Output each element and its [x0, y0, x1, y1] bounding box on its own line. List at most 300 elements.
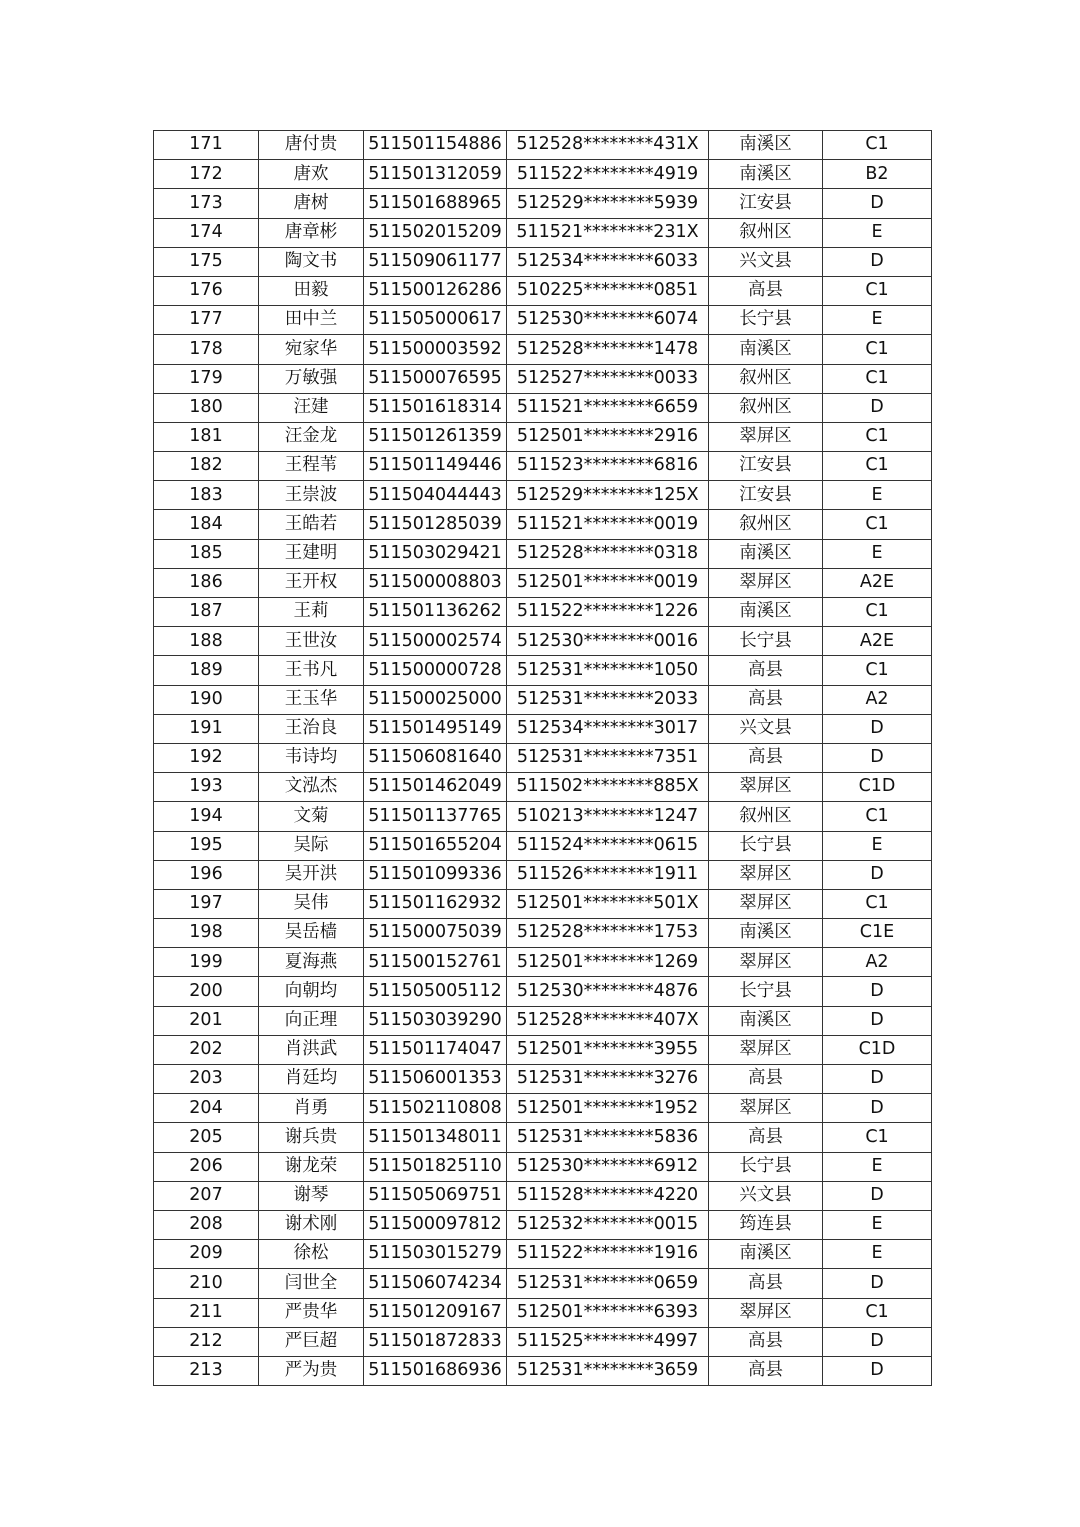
license-class-cell: D: [823, 393, 932, 422]
name-cell: 唐树: [259, 189, 364, 218]
name-cell: 田中兰: [259, 306, 364, 335]
row-number-cell: 200: [154, 977, 259, 1006]
license-class-cell: E: [823, 1152, 932, 1181]
id-number-cell: 511524********0615: [507, 831, 709, 860]
id-number-cell: 512531********5836: [507, 1123, 709, 1152]
table-row: [154, 160, 932, 189]
certificate-number-cell: 511503015279: [364, 1240, 507, 1269]
district-cell: 兴文县: [709, 714, 823, 743]
name-cell: 吴岳樯: [259, 919, 364, 948]
row-number-cell: 210: [154, 1269, 259, 1298]
id-number-cell: 512528********407X: [507, 1006, 709, 1035]
table-row: [154, 1298, 932, 1327]
table-row: [154, 802, 932, 831]
table-row: [154, 218, 932, 247]
row-number-cell: 180: [154, 393, 259, 422]
id-number-cell: 512501********0019: [507, 568, 709, 597]
table-row: [154, 714, 932, 743]
row-number-cell: 208: [154, 1210, 259, 1239]
certificate-number-cell: 511501618314: [364, 393, 507, 422]
table-row: [154, 306, 932, 335]
name-cell: 陶文书: [259, 247, 364, 276]
district-cell: 叙州区: [709, 802, 823, 831]
row-number-cell: 179: [154, 364, 259, 393]
name-cell: 吴伟: [259, 889, 364, 918]
license-class-cell: D: [823, 1065, 932, 1094]
table-row: [154, 276, 932, 305]
license-class-cell: E: [823, 1210, 932, 1239]
district-cell: 南溪区: [709, 131, 823, 160]
table-row: [154, 131, 932, 160]
district-cell: 翠屏区: [709, 1094, 823, 1123]
name-cell: 王开权: [259, 568, 364, 597]
table-row: [154, 1210, 932, 1239]
table-row: [154, 1269, 932, 1298]
district-cell: 筠连县: [709, 1210, 823, 1239]
name-cell: 吴际: [259, 831, 364, 860]
certificate-number-cell: 511500000728: [364, 656, 507, 685]
certificate-number-cell: 511500075039: [364, 919, 507, 948]
table-row: [154, 1006, 932, 1035]
license-class-cell: C1: [823, 510, 932, 539]
table-row: [154, 189, 932, 218]
row-number-cell: 198: [154, 919, 259, 948]
id-number-cell: 511522********1916: [507, 1240, 709, 1269]
id-number-cell: 512532********0015: [507, 1210, 709, 1239]
row-number-cell: 195: [154, 831, 259, 860]
district-cell: 翠屏区: [709, 860, 823, 889]
name-cell: 文菊: [259, 802, 364, 831]
table-row: [154, 1152, 932, 1181]
certificate-number-cell: 511502015209: [364, 218, 507, 247]
table-row: [154, 364, 932, 393]
id-number-cell: 510225********0851: [507, 276, 709, 305]
license-class-cell: C1: [823, 364, 932, 393]
row-number-cell: 182: [154, 452, 259, 481]
license-class-cell: D: [823, 189, 932, 218]
table-row: [154, 539, 932, 568]
district-cell: 长宁县: [709, 627, 823, 656]
name-cell: 韦诗均: [259, 743, 364, 772]
certificate-number-cell: 511500152761: [364, 948, 507, 977]
district-cell: 翠屏区: [709, 948, 823, 977]
certificate-number-cell: 511501655204: [364, 831, 507, 860]
district-cell: 高县: [709, 1065, 823, 1094]
id-number-cell: 512530********0016: [507, 627, 709, 656]
license-class-cell: D: [823, 1181, 932, 1210]
name-cell: 王程苇: [259, 452, 364, 481]
name-cell: 谢琴: [259, 1181, 364, 1210]
name-cell: 汪建: [259, 393, 364, 422]
row-number-cell: 203: [154, 1065, 259, 1094]
name-cell: 文泓杰: [259, 773, 364, 802]
district-cell: 翠屏区: [709, 1298, 823, 1327]
license-class-cell: E: [823, 1240, 932, 1269]
license-class-cell: E: [823, 306, 932, 335]
id-number-cell: 512534********3017: [507, 714, 709, 743]
license-class-cell: D: [823, 977, 932, 1006]
certificate-number-cell: 511501149446: [364, 452, 507, 481]
name-cell: 宛家华: [259, 335, 364, 364]
table-row: [154, 510, 932, 539]
name-cell: 王崇波: [259, 481, 364, 510]
id-number-cell: 512528********1478: [507, 335, 709, 364]
name-cell: 徐松: [259, 1240, 364, 1269]
license-class-cell: E: [823, 481, 932, 510]
district-cell: 叙州区: [709, 393, 823, 422]
roster-table-body: [154, 131, 932, 1386]
certificate-number-cell: 511501099336: [364, 860, 507, 889]
name-cell: 王书凡: [259, 656, 364, 685]
row-number-cell: 211: [154, 1298, 259, 1327]
name-cell: 王建明: [259, 539, 364, 568]
table-row: [154, 1327, 932, 1356]
row-number-cell: 174: [154, 218, 259, 247]
license-class-cell: C1: [823, 276, 932, 305]
id-number-cell: 512501********6393: [507, 1298, 709, 1327]
certificate-number-cell: 511509061177: [364, 247, 507, 276]
row-number-cell: 172: [154, 160, 259, 189]
id-number-cell: 512530********4876: [507, 977, 709, 1006]
certificate-number-cell: 511500008803: [364, 568, 507, 597]
district-cell: 高县: [709, 685, 823, 714]
certificate-number-cell: 511505069751: [364, 1181, 507, 1210]
table-row: [154, 1356, 932, 1385]
row-number-cell: 202: [154, 1035, 259, 1064]
row-number-cell: 192: [154, 743, 259, 772]
name-cell: 向朝均: [259, 977, 364, 1006]
id-number-cell: 512531********2033: [507, 685, 709, 714]
district-cell: 南溪区: [709, 598, 823, 627]
license-class-cell: C1D: [823, 1035, 932, 1064]
id-number-cell: 512529********5939: [507, 189, 709, 218]
license-class-cell: D: [823, 1094, 932, 1123]
district-cell: 南溪区: [709, 1006, 823, 1035]
certificate-number-cell: 511500126286: [364, 276, 507, 305]
table-row: [154, 452, 932, 481]
id-number-cell: 511525********4997: [507, 1327, 709, 1356]
row-number-cell: 190: [154, 685, 259, 714]
roster-table: [153, 130, 932, 1386]
district-cell: 江安县: [709, 189, 823, 218]
table-row: [154, 1065, 932, 1094]
district-cell: 高县: [709, 276, 823, 305]
row-number-cell: 194: [154, 802, 259, 831]
certificate-number-cell: 511503039290: [364, 1006, 507, 1035]
table-row: [154, 773, 932, 802]
district-cell: 江安县: [709, 452, 823, 481]
id-number-cell: 511522********1226: [507, 598, 709, 627]
id-number-cell: 512528********0318: [507, 539, 709, 568]
table-row: [154, 656, 932, 685]
table-row: [154, 1240, 932, 1269]
certificate-number-cell: 511501136262: [364, 598, 507, 627]
name-cell: 吴开洪: [259, 860, 364, 889]
district-cell: 高县: [709, 743, 823, 772]
id-number-cell: 511526********1911: [507, 860, 709, 889]
row-number-cell: 206: [154, 1152, 259, 1181]
table-row: [154, 1181, 932, 1210]
name-cell: 肖廷均: [259, 1065, 364, 1094]
row-number-cell: 188: [154, 627, 259, 656]
row-number-cell: 196: [154, 860, 259, 889]
license-class-cell: D: [823, 860, 932, 889]
id-number-cell: 512528********1753: [507, 919, 709, 948]
district-cell: 兴文县: [709, 247, 823, 276]
license-class-cell: C1: [823, 1123, 932, 1152]
row-number-cell: 176: [154, 276, 259, 305]
row-number-cell: 183: [154, 481, 259, 510]
row-number-cell: 197: [154, 889, 259, 918]
name-cell: 肖勇: [259, 1094, 364, 1123]
table-row: [154, 393, 932, 422]
id-number-cell: 512531********3276: [507, 1065, 709, 1094]
table-row: [154, 247, 932, 276]
district-cell: 南溪区: [709, 160, 823, 189]
district-cell: 长宁县: [709, 1152, 823, 1181]
name-cell: 严为贵: [259, 1356, 364, 1385]
certificate-number-cell: 511501174047: [364, 1035, 507, 1064]
certificate-number-cell: 511501261359: [364, 422, 507, 451]
district-cell: 叙州区: [709, 218, 823, 247]
license-class-cell: E: [823, 831, 932, 860]
certificate-number-cell: 511501686936: [364, 1356, 507, 1385]
license-class-cell: C1: [823, 889, 932, 918]
table-row: [154, 743, 932, 772]
certificate-number-cell: 511506001353: [364, 1065, 507, 1094]
id-number-cell: 512531********7351: [507, 743, 709, 772]
district-cell: 翠屏区: [709, 568, 823, 597]
license-class-cell: C1: [823, 656, 932, 685]
district-cell: 高县: [709, 1356, 823, 1385]
id-number-cell: 512501********3955: [507, 1035, 709, 1064]
table-row: [154, 977, 932, 1006]
license-class-cell: C1: [823, 802, 932, 831]
name-cell: 唐欢: [259, 160, 364, 189]
license-class-cell: A2: [823, 685, 932, 714]
district-cell: 长宁县: [709, 831, 823, 860]
table-row: [154, 422, 932, 451]
row-number-cell: 204: [154, 1094, 259, 1123]
row-number-cell: 187: [154, 598, 259, 627]
certificate-number-cell: 511506081640: [364, 743, 507, 772]
row-number-cell: 171: [154, 131, 259, 160]
name-cell: 闫世全: [259, 1269, 364, 1298]
row-number-cell: 199: [154, 948, 259, 977]
license-class-cell: D: [823, 247, 932, 276]
district-cell: 南溪区: [709, 919, 823, 948]
name-cell: 谢术刚: [259, 1210, 364, 1239]
id-number-cell: 511521********231X: [507, 218, 709, 247]
name-cell: 王玉华: [259, 685, 364, 714]
license-class-cell: C1D: [823, 773, 932, 802]
id-number-cell: 512501********2916: [507, 422, 709, 451]
table-row: [154, 1123, 932, 1152]
certificate-number-cell: 511501462049: [364, 773, 507, 802]
license-class-cell: C1E: [823, 919, 932, 948]
certificate-number-cell: 511501285039: [364, 510, 507, 539]
id-number-cell: 512501********501X: [507, 889, 709, 918]
district-cell: 江安县: [709, 481, 823, 510]
district-cell: 高县: [709, 1269, 823, 1298]
license-class-cell: A2E: [823, 568, 932, 597]
row-number-cell: 207: [154, 1181, 259, 1210]
row-number-cell: 178: [154, 335, 259, 364]
license-class-cell: D: [823, 1327, 932, 1356]
name-cell: 谢龙荣: [259, 1152, 364, 1181]
license-class-cell: D: [823, 1356, 932, 1385]
license-class-cell: C1: [823, 131, 932, 160]
id-number-cell: 511528********4220: [507, 1181, 709, 1210]
district-cell: 高县: [709, 1327, 823, 1356]
id-number-cell: 512530********6912: [507, 1152, 709, 1181]
id-number-cell: 512501********1952: [507, 1094, 709, 1123]
district-cell: 南溪区: [709, 1240, 823, 1269]
certificate-number-cell: 511501312059: [364, 160, 507, 189]
license-class-cell: D: [823, 743, 932, 772]
table-row: [154, 831, 932, 860]
district-cell: 翠屏区: [709, 422, 823, 451]
table-row: [154, 919, 932, 948]
district-cell: 高县: [709, 656, 823, 685]
name-cell: 王莉: [259, 598, 364, 627]
table-row: [154, 481, 932, 510]
id-number-cell: 512527********0033: [507, 364, 709, 393]
id-number-cell: 511502********885X: [507, 773, 709, 802]
row-number-cell: 201: [154, 1006, 259, 1035]
name-cell: 王治良: [259, 714, 364, 743]
certificate-number-cell: 511500076595: [364, 364, 507, 393]
license-class-cell: C1: [823, 335, 932, 364]
district-cell: 翠屏区: [709, 773, 823, 802]
id-number-cell: 511522********4919: [507, 160, 709, 189]
certificate-number-cell: 511501348011: [364, 1123, 507, 1152]
license-class-cell: C1: [823, 1298, 932, 1327]
id-number-cell: 511521********6659: [507, 393, 709, 422]
district-cell: 叙州区: [709, 364, 823, 393]
table-row: [154, 948, 932, 977]
license-class-cell: D: [823, 1006, 932, 1035]
license-class-cell: C1: [823, 422, 932, 451]
license-class-cell: C1: [823, 452, 932, 481]
row-number-cell: 184: [154, 510, 259, 539]
certificate-number-cell: 511501872833: [364, 1327, 507, 1356]
id-number-cell: 512531********1050: [507, 656, 709, 685]
district-cell: 长宁县: [709, 306, 823, 335]
district-cell: 高县: [709, 1123, 823, 1152]
district-cell: 翠屏区: [709, 1035, 823, 1064]
row-number-cell: 177: [154, 306, 259, 335]
license-class-cell: D: [823, 714, 932, 743]
district-cell: 南溪区: [709, 335, 823, 364]
table-row: [154, 889, 932, 918]
row-number-cell: 173: [154, 189, 259, 218]
license-class-cell: E: [823, 539, 932, 568]
name-cell: 谢兵贵: [259, 1123, 364, 1152]
certificate-number-cell: 511504044443: [364, 481, 507, 510]
name-cell: 王世汝: [259, 627, 364, 656]
table-row: [154, 568, 932, 597]
id-number-cell: 512534********6033: [507, 247, 709, 276]
name-cell: 万敏强: [259, 364, 364, 393]
certificate-number-cell: 511501209167: [364, 1298, 507, 1327]
row-number-cell: 189: [154, 656, 259, 685]
row-number-cell: 186: [154, 568, 259, 597]
table-row: [154, 1094, 932, 1123]
table-row: [154, 860, 932, 889]
name-cell: 夏海燕: [259, 948, 364, 977]
certificate-number-cell: 511501137765: [364, 802, 507, 831]
certificate-number-cell: 511502110808: [364, 1094, 507, 1123]
table-row: [154, 685, 932, 714]
certificate-number-cell: 511501154886: [364, 131, 507, 160]
district-cell: 长宁县: [709, 977, 823, 1006]
row-number-cell: 213: [154, 1356, 259, 1385]
name-cell: 向正理: [259, 1006, 364, 1035]
license-class-cell: B2: [823, 160, 932, 189]
license-class-cell: A2: [823, 948, 932, 977]
certificate-number-cell: 511503029421: [364, 539, 507, 568]
table-row: [154, 598, 932, 627]
certificate-number-cell: 511501825110: [364, 1152, 507, 1181]
id-number-cell: 512529********125X: [507, 481, 709, 510]
id-number-cell: 511523********6816: [507, 452, 709, 481]
row-number-cell: 185: [154, 539, 259, 568]
row-number-cell: 193: [154, 773, 259, 802]
roster-table-container: [153, 130, 927, 1386]
name-cell: 唐章彬: [259, 218, 364, 247]
certificate-number-cell: 511500002574: [364, 627, 507, 656]
license-class-cell: D: [823, 1269, 932, 1298]
name-cell: 田毅: [259, 276, 364, 305]
row-number-cell: 175: [154, 247, 259, 276]
name-cell: 王皓若: [259, 510, 364, 539]
name-cell: 唐付贵: [259, 131, 364, 160]
license-class-cell: A2E: [823, 627, 932, 656]
id-number-cell: 512501********1269: [507, 948, 709, 977]
certificate-number-cell: 511505005112: [364, 977, 507, 1006]
name-cell: 严贵华: [259, 1298, 364, 1327]
id-number-cell: 512530********6074: [507, 306, 709, 335]
id-number-cell: 512531********3659: [507, 1356, 709, 1385]
certificate-number-cell: 511500097812: [364, 1210, 507, 1239]
row-number-cell: 191: [154, 714, 259, 743]
row-number-cell: 209: [154, 1240, 259, 1269]
certificate-number-cell: 511500025000: [364, 685, 507, 714]
certificate-number-cell: 511501688965: [364, 189, 507, 218]
id-number-cell: 510213********1247: [507, 802, 709, 831]
table-row: [154, 335, 932, 364]
district-cell: 南溪区: [709, 539, 823, 568]
row-number-cell: 205: [154, 1123, 259, 1152]
district-cell: 翠屏区: [709, 889, 823, 918]
certificate-number-cell: 511505000617: [364, 306, 507, 335]
license-class-cell: C1: [823, 598, 932, 627]
certificate-number-cell: 511501495149: [364, 714, 507, 743]
district-cell: 兴文县: [709, 1181, 823, 1210]
certificate-number-cell: 511506074234: [364, 1269, 507, 1298]
table-row: [154, 627, 932, 656]
row-number-cell: 181: [154, 422, 259, 451]
district-cell: 叙州区: [709, 510, 823, 539]
id-number-cell: 512531********0659: [507, 1269, 709, 1298]
name-cell: 严巨超: [259, 1327, 364, 1356]
row-number-cell: 212: [154, 1327, 259, 1356]
table-row: [154, 1035, 932, 1064]
name-cell: 肖洪武: [259, 1035, 364, 1064]
certificate-number-cell: 511501162932: [364, 889, 507, 918]
certificate-number-cell: 511500003592: [364, 335, 507, 364]
